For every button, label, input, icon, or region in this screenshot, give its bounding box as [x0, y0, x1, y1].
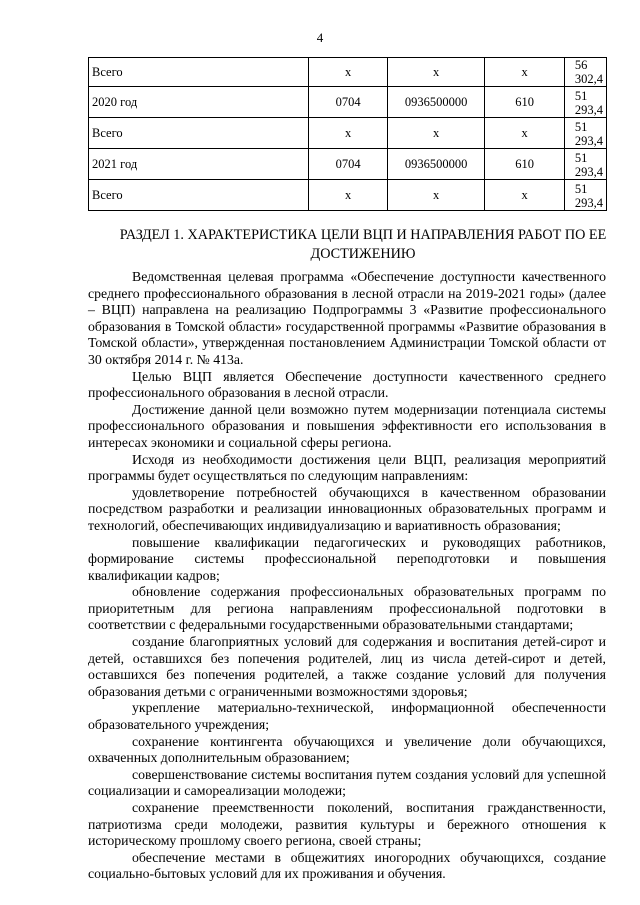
amount-cell: 51 293,4: [564, 87, 606, 118]
document-body: [88, 269, 606, 883]
page-number: 4: [316, 30, 324, 45]
paragraph: сохранение преемственности поколений, воспитания гражданственности, патриотизма среди молодежи, развития культуры и бережного отношения к историческому прошлому своего региона, своей страны;: [88, 800, 606, 849]
row-label-cell: Всего: [89, 180, 309, 211]
paragraph: обновление содержания профессиональных образовательных программ по приоритетным для региона направлениям профессиональной подготовки в соответствии с федеральными государственными образовательными стандартами;: [88, 584, 606, 633]
amount-cell: 56 302,4: [564, 58, 606, 87]
table-row: [89, 58, 607, 87]
row-label-cell: 2021 год: [89, 149, 309, 180]
paragraph: укрепление материально-технической, информационной обеспеченности образовательного учреждения;: [88, 700, 606, 733]
expense-type-cell: 610: [485, 149, 565, 180]
amount-cell: 51 293,4: [564, 180, 606, 211]
paragraph: Целью ВЦП является Обеспечение доступности качественного среднего профессионального образования в лесной отрасли.: [88, 368, 606, 401]
paragraph: удовлетворение потребностей обучающихся в качественном образовании посредством разработки и реализации инновационных образовательных программ и технологий, обеспечивающих индивидуализацию и вариативность образования;: [88, 484, 606, 533]
section-code-cell: х: [309, 180, 388, 211]
expense-type-cell: х: [485, 118, 565, 149]
paragraph: Ведомственная целевая программа «Обеспечение доступности качественного среднего профессионального образования в лесной отрасли на 2019-2021 годы» (далее – ВЦП) направлена на реализацию Подпрограммы 3 «Развитие профессионального образования в Томской области» государственной программы «Развитие образования в Томской области», утвержденная постановлением Администрации Томской области от 30 октября 2014 г. № 413а.: [88, 269, 606, 367]
paragraph: совершенствование системы воспитания путем создания условий для успешной социализации и самореализации молодежи;: [88, 766, 606, 799]
paragraph: повышение квалификации педагогических и руководящих работников, формирование системы профессиональной переподготовки и повышения квалификации кадров;: [88, 534, 606, 583]
section-code-cell: 0704: [309, 87, 388, 118]
row-label-cell: 2020 год: [89, 87, 309, 118]
target-code-cell: х: [387, 180, 484, 211]
section-code-cell: 0704: [309, 149, 388, 180]
amount-cell: 51 293,4: [564, 118, 606, 149]
paragraph: Исходя из необходимости достижения цели ВЦП, реализация мероприятий программы будет осуществляться по следующим направлениям:: [88, 451, 606, 484]
section-code-cell: х: [309, 118, 388, 149]
target-code-cell: х: [387, 58, 484, 87]
paragraph: обеспечение местами в общежитиях иногородних обучающихся, создание социально-бытовых условий для их проживания и обучения.: [88, 849, 606, 882]
row-label-cell: Всего: [89, 118, 309, 149]
row-label-cell: Всего: [89, 58, 309, 87]
budget-table: [88, 57, 607, 211]
section-code-cell: х: [309, 58, 388, 87]
expense-type-cell: х: [485, 180, 565, 211]
table-row: [89, 180, 607, 211]
expense-type-cell: 610: [485, 87, 565, 118]
paragraph: сохранение контингента обучающихся и увеличение доли обучающихся, охваченных дополнительным образованием;: [88, 733, 606, 766]
table-row: [89, 118, 607, 149]
paragraph: Достижение данной цели возможно путем модернизации потенциала системы профессионального образования и повышения эффективности его использования в интересах экономики и социальной сферы региона.: [88, 401, 606, 450]
section-title: РАЗДЕЛ 1. ХАРАКТЕРИСТИКА ЦЕЛИ ВЦП И НАПРАВЛЕНИЯ РАБОТ ПО ЕЕ ДОСТИЖЕНИЮ: [119, 227, 607, 262]
paragraph: создание благоприятных условий для содержания и воспитания детей-сирот и детей, оставшихся без попечения родителей, лиц из числа детей-сирот и детей, оставшихся без попечения родителей, а также создание условий для получения образования детьми с ограниченными возможностями здоровья;: [88, 634, 606, 699]
target-code-cell: 0936500000: [387, 149, 484, 180]
table-row: [89, 149, 607, 180]
amount-cell: 51 293,4: [564, 149, 606, 180]
target-code-cell: 0936500000: [387, 87, 484, 118]
table-row: [89, 87, 607, 118]
target-code-cell: х: [387, 118, 484, 149]
expense-type-cell: х: [485, 58, 565, 87]
